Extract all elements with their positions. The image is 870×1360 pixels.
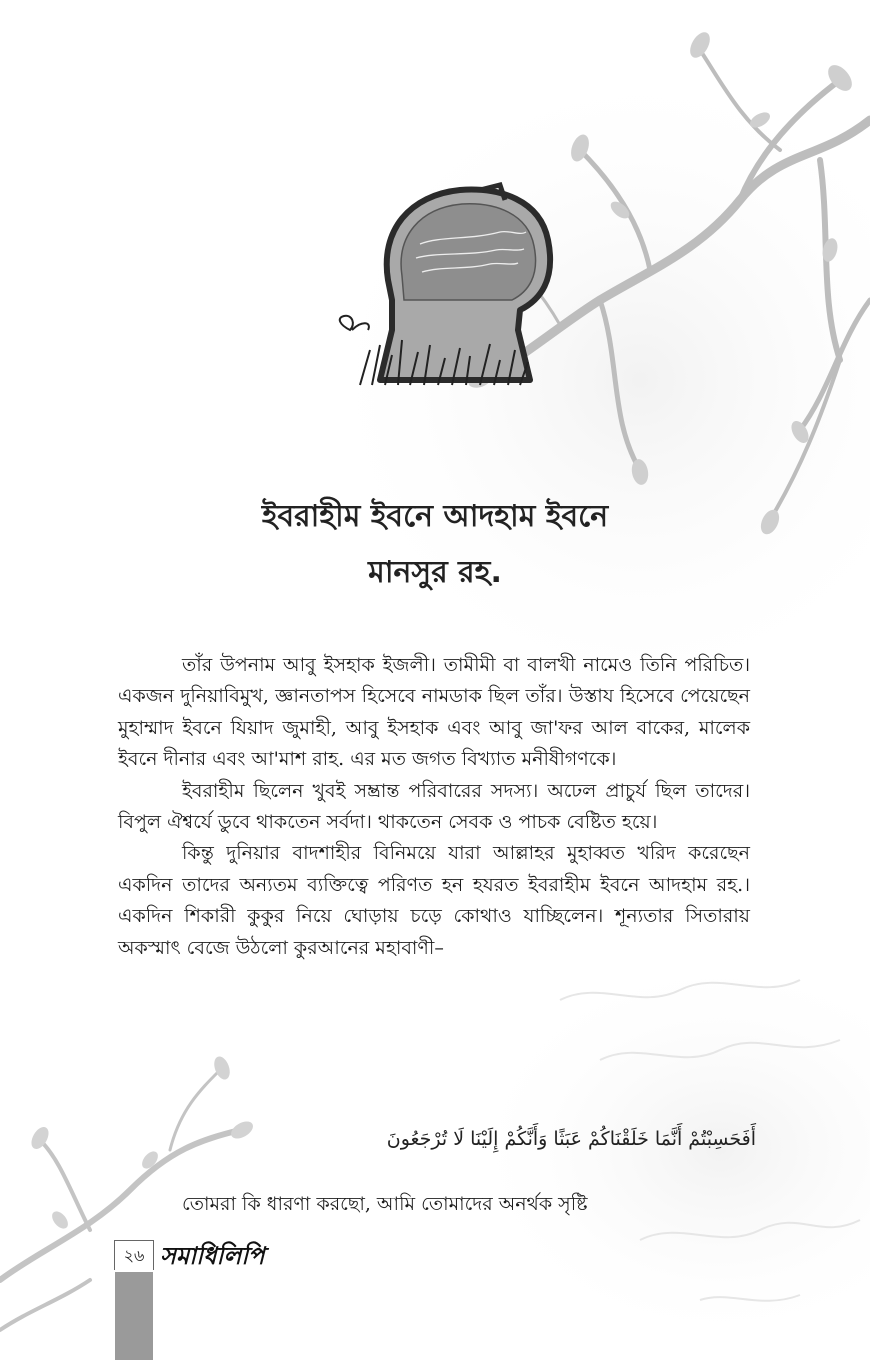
chapter-title-line-2: মানসুর রহ.: [368, 555, 502, 590]
book-title: সমাধিলিপি: [160, 1242, 265, 1270]
paragraph-3: কিন্তু দুনিয়ার বাদশাহীর বিনিময়ে যারা আল্লাহর মুহাব্বত খরিদ করেছেন একদিন তাদের অন্যতম ব্যক্তিত্বে পরিণত হন হযরত ইবরাহীম ইবনে আদহাম রহ.। একদিন শিকারী কুকুর নিয়ে ঘোড়ায় চড়ে কোথাও যাচ্ছিলেন। শূন্যতার সিতারায় অকস্মাৎ বেজে উঠলো কুরআনের মহাবাণী–: [118, 842, 750, 959]
body-text: [118, 650, 750, 964]
chapter-title-line-1: ইবরাহীম ইবনে আদহাম ইবনে: [261, 499, 609, 534]
verse-translation: তোমরা কি ধারণা করছো, আমি তোমাদের অনর্থক সৃষ্টি: [182, 1193, 588, 1215]
quran-verse: أَفَحَسِبْتُمْ أَنَّمَا خَلَقْنَاكُمْ عَبَثًا وَأَنَّكُمْ إِلَيْنَا لَا تُرْجَعُونَ: [386, 1128, 756, 1150]
paragraph-1: তাঁর উপনাম আবু ইসহাক ইজলী। তামীমী বা বালখী নামেও তিনি পরিচিত। একজন দুনিয়াবিমুখ, জ্ঞানতাপস হিসেবে নামডাক ছিল তাঁর। উস্তায হিসেবে পেয়েছেন মুহাম্মাদ ইবনে যিয়াদ জুমাহী, আবু ইসহাক এবং আবু জা'ফর আল বাকের, মালেক ইবনে দীনার এবং আ'মাশ রাহ. এর মত জগত বিখ্যাত মনীষীগণকে।: [118, 654, 750, 771]
paragraph-2: ইবরাহীম ছিলেন খুবই সম্ভ্রান্ত পরিবারের সদস্য। অঢেল প্রাচুর্য ছিল তাদের। বিপুল ঐশ্বর্যে ডুবে থাকতেন সর্বদা। থাকতেন সেবক ও পাচক বেষ্টিত হয়ে।: [118, 779, 750, 834]
haze-bottom-right: [460, 950, 870, 1350]
footer-bar: [115, 1272, 153, 1360]
page-number: ২৬: [114, 1240, 154, 1270]
